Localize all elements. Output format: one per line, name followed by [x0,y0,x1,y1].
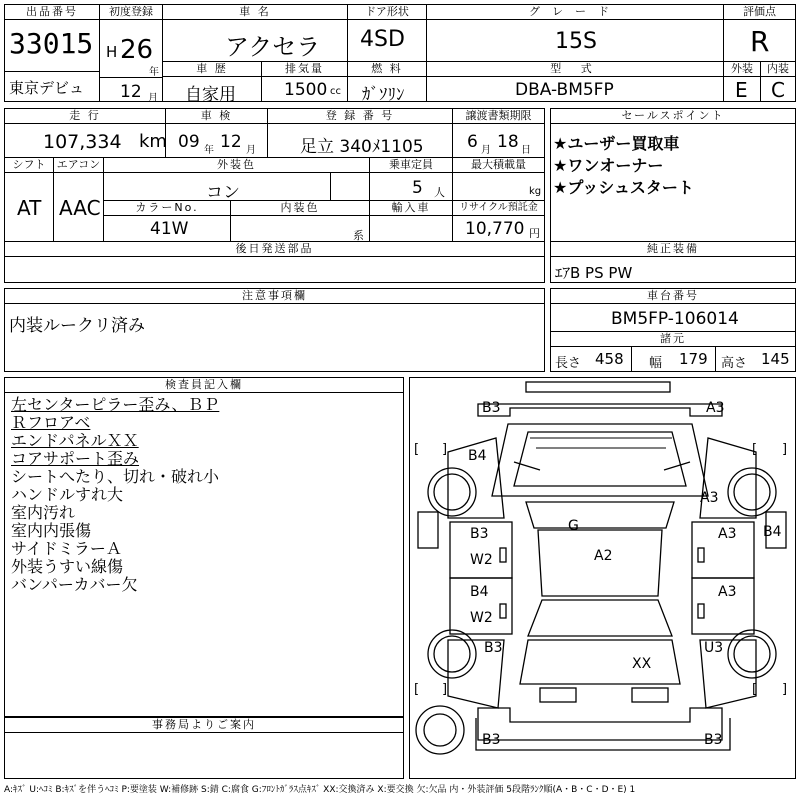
debut-cell [4,71,100,102]
door-type: 4SD [360,27,405,52]
mark-front-left-fender: B4 [468,448,487,464]
displacement-unit: cc [330,86,341,97]
mark-windshield: G [568,518,579,534]
capacity-unit: 人 [434,186,445,199]
office-label: 事務局よりご案内 [5,718,403,733]
bracket-right-bottom: [ [752,682,758,697]
car-diagram [409,377,796,779]
mark-rear-left-door: B4 [470,584,489,600]
recycle-unit: 円 [529,227,540,240]
mark-right-mirror: B4 [763,524,782,540]
color-no-cell [103,200,231,242]
dims-label: 諸元 [551,332,795,347]
notes-label: 注意事項欄 [5,289,544,304]
lot-number: 33015 [9,27,94,60]
ac-cell [53,157,104,242]
ext-color: コン [206,183,240,203]
notes-cell [4,288,545,372]
inspector-label: 検査員記入欄 [5,378,403,393]
inspector-line-5: シートへたり、切れ・破れ小 [11,467,220,486]
car-name-cell [162,4,348,62]
transfer-label: 譲渡書類期限 [453,109,544,124]
insp-month-unit: 月 [246,145,256,156]
int-label: 内装 [761,62,795,77]
model: DBA-BM5FP [515,80,614,100]
mark-trunk: XX [632,656,652,672]
history-cell [162,61,262,105]
score-label: 評価点 [724,5,795,20]
shift-cell [4,157,54,242]
ext-grade-cell [723,61,761,102]
history-label: 車 歴 [163,62,261,77]
recycle-cell [452,200,545,242]
displacement-label: 排気量 [262,62,347,77]
chassis-label: 車台番号 [551,289,795,304]
sales-label: セールスポイント [551,109,795,124]
plate: 足立 340ﾒ1105 [300,137,424,157]
legend-text: A:ｷｽﾞ U:ﾍｺﾐ B:ｷｽﾞを伴うﾍｺﾐ P:要塗装 W:補修跡 S:錆 C:腐食 G:ﾌﾛﾝﾄｶﾞﾗｽ点ｷｽﾞ XX:交換済み X:要交換 欠:欠品 内・外装評価 5段階ﾗﾝｸ順(A・B・C・D・E) 1 [4,785,636,795]
sales-point-1: ★ユーザー買取車 [553,134,680,153]
later-parts-cell [4,241,545,283]
width: 179 [679,350,708,368]
bracket-right-top: [ [752,442,758,457]
mileage-label: 走 行 [5,109,165,124]
bracket-right-bottom-close: ] [782,682,788,697]
mark-front-right-fender: A3 [700,490,719,506]
mileage-cell [4,108,166,158]
length: 458 [595,350,624,368]
mark-front-left-bumper: B3 [482,400,501,416]
model-cell [426,61,724,102]
equipment-cell [550,241,796,283]
score-cell [723,4,796,62]
ac: AAC [59,196,101,220]
mark-rear-left-fender: B3 [484,640,503,656]
model-label: 型 式 [427,62,723,77]
color-no: 41W [150,219,189,239]
capacity-label: 乗車定員 [370,158,452,173]
inspector-line-9: サイドミラーＡ [11,539,122,558]
mileage: 107,334 [43,131,122,153]
load-unit: kg [529,186,542,197]
mileage-unit: km [139,131,167,152]
ac-label: エアコン [54,158,103,173]
mark-front-right-door: A3 [718,526,737,542]
grade-cell [426,4,724,62]
bracket-left-top: [ [414,442,420,457]
inspector-line-8: 室内内張傷 [11,521,92,540]
insp-year-unit: 年 [204,145,214,156]
chassis-cell [550,288,796,332]
first-reg-label: 初度登録 [100,5,162,20]
sales-points-cell [550,108,796,242]
length-label: 長さ [555,356,582,371]
load-label: 最大積載量 [453,158,544,173]
ext-color-label: 外装色 [104,158,369,173]
inspector-line-6: ハンドルすれ大 [11,485,124,504]
fuel: ｶﾞｿﾘﾝ [362,85,405,105]
ext-label: 外装 [724,62,760,77]
plate-cell [267,108,453,158]
inspector-line-11: バンパーカバー欠 [11,575,138,594]
displacement: 1500 [284,80,328,100]
int-grade: C [771,78,785,102]
shift-label: シフト [5,158,53,173]
int-color-label: 内装色 [231,201,369,216]
bracket-right-top-close: ] [782,442,788,457]
transfer-day: 18 [497,132,519,152]
sales-point-3: ★プッシュスタート [553,178,694,197]
load-cell [452,157,545,201]
capacity: 5 [412,178,423,198]
score: R [750,25,770,58]
bracket-left-bottom: [ [414,682,420,697]
capacity-cell [369,157,453,201]
mark-front-left-door: B3 [470,526,489,542]
mark-rear-right-door: A3 [718,584,737,600]
shift: AT [17,196,42,220]
transfer-day-unit: 日 [521,145,531,156]
mark-roof: A2 [594,548,613,564]
mark-front-right-bumper: A3 [706,400,725,416]
fuel-label: 燃 料 [348,62,426,77]
fuel-cell [347,61,427,105]
later-parts-label: 後日発送部品 [5,242,544,257]
grade-label: グレード [427,5,723,20]
debut-text: 東京デビュ [9,79,85,97]
color-no-label: カラーNo. [104,201,230,216]
insp-year: 09 [178,132,200,152]
insp-month: 12 [220,132,242,152]
reg-year-unit: 年 [149,67,159,78]
history: 自家用 [185,85,236,105]
mark-rear-right-bumper: B3 [704,732,723,748]
inspector-line-4: コアサポート歪み [11,449,140,468]
inspector-line-1: 左センターピラー歪み、ＢＰ [11,395,220,414]
first-reg-cell [99,4,163,102]
dims-cell [550,331,796,372]
bracket-left-top-close: ] [442,442,448,457]
ext-color-cell [103,157,370,201]
import-label: 輸入車 [370,201,452,216]
car-name-label: 車 名 [163,5,347,20]
door-label: ドア形状 [348,5,426,20]
mark-rear-left-bumper: B3 [482,732,501,748]
inspector-line-2: Ｒフロアベ [11,413,91,432]
door-cell [347,4,427,62]
car-name: アクセラ [225,33,321,61]
equipment: ｴｱB PS PW [555,264,633,282]
era: H [106,43,118,61]
inspector-line-7: 室内汚れ [11,503,76,522]
recycle: 10,770 [465,219,525,239]
mark-rear-right-fender: U3 [704,640,724,656]
sales-point-2: ★ワンオーナー [553,156,664,175]
inspection-label: 車 検 [166,109,267,124]
inspector-cell [4,377,404,717]
transfer-month-unit: 月 [481,145,491,156]
height: 145 [761,350,790,368]
height-label: 高さ [721,356,748,371]
transfer-month: 6 [467,132,478,152]
plate-label: 登 録 番 号 [268,109,452,124]
mark-rear-left-door-w2: W2 [470,610,493,626]
reg-month: 12 [120,82,142,102]
chassis: BM5FP-106014 [611,309,739,329]
lot-label: 出品番号 [5,5,99,20]
mark-front-left-door-w2: W2 [470,552,493,568]
notes: 内装ルークリ済み [9,316,145,336]
ext-grade: E [735,78,748,102]
reg-month-unit: 月 [148,93,158,104]
lot-cell [4,4,100,72]
int-color-cell [230,200,370,242]
equipment-label: 純正装備 [551,242,795,257]
import-cell [369,200,453,242]
displacement-cell [261,61,348,102]
int-grade-cell [760,61,796,102]
transfer-cell [452,108,545,158]
inspector-line-10: 外装うすい線傷 [11,557,124,576]
width-label: 幅 [649,356,663,371]
inspection-cell [165,108,268,158]
office-cell [4,717,404,779]
reg-year: 26 [120,35,154,65]
bracket-left-bottom-close: ] [442,682,448,697]
grade: 15S [555,29,597,54]
inspector-line-3: エンドパネルＸＸ [11,431,139,450]
int-color-unit: 系 [353,229,364,242]
car-outline-svg [410,378,795,778]
recycle-label: リサイクル預託金 [453,201,544,216]
